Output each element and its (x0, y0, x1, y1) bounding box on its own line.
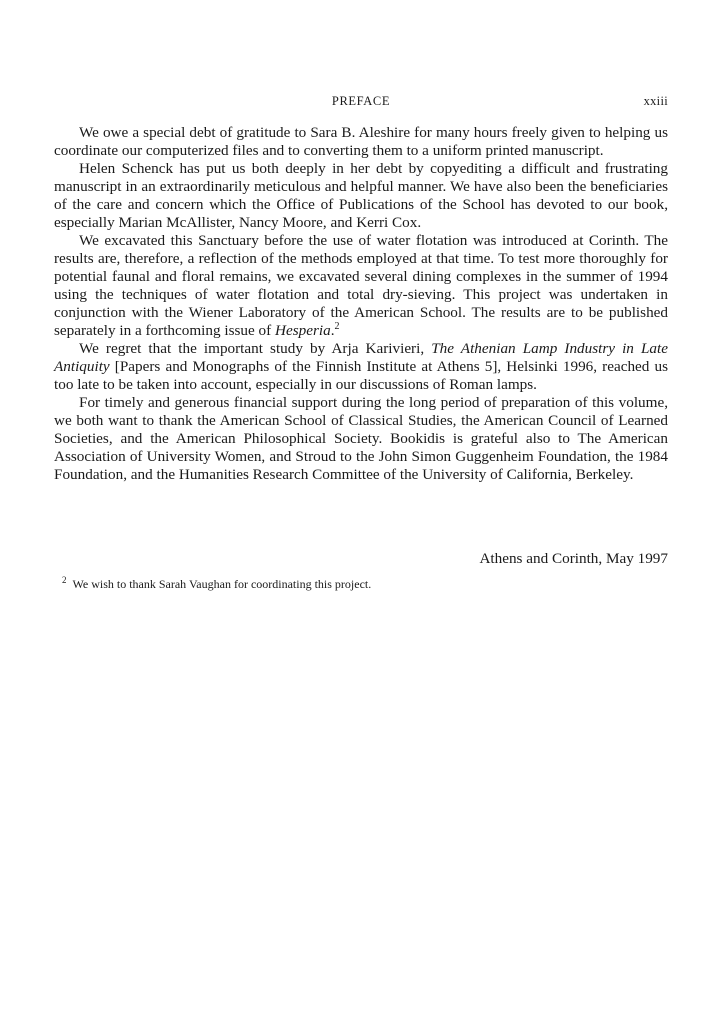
paragraph-5: For timely and generous financial support during the long period of preparation of this volume, we both want to thank the American School of Classical Studies, the American Council of Learned Societies, and the American Philosophical Society. Bookidis is grateful also to The American Association of University Women, and Stroud to the John Simon Guggenheim Foundation, the 1984 Foundation, and the Humanities Research Committee of the University of California, Berkeley. (54, 394, 668, 483)
footnote (62, 577, 668, 592)
book-title: The Athenian Lamp Industry in Late Antiquity (54, 340, 668, 375)
footnote-text: We wish to thank Sarah Vaughan for coordinating this project. (72, 577, 372, 591)
page-title: PREFACE (331, 94, 391, 108)
paragraph-4-text: We regret that the important study by Arja Karivieri, (79, 340, 432, 357)
paragraph-4-end: [Papers and Monographs of the Finnish Institute at Athens 5], Helsinki 1996, reached us too late to be taken into account, especially in our discussions of Roman lamps. (54, 358, 668, 393)
paragraph-4 (54, 340, 668, 394)
footnote-reference[interactable]: 2 (334, 320, 340, 332)
preface-body (54, 124, 668, 484)
paragraph-3-end: . (330, 322, 335, 339)
paragraph-1: We owe a special debt of gratitude to Sara B. Aleshire for many hours freely given to helping us coordinate our computerized files and to converting them to a uniform printed manuscript. (54, 124, 668, 159)
running-head (54, 94, 668, 112)
signoff: Athens and Corinth, May 1997 (479, 550, 668, 567)
footnote-marker: 2 (62, 575, 67, 585)
journal-title: Hesperia (275, 322, 331, 339)
paragraph-3-text: We excavated this Sanctuary before the use of water flotation was introduced at Corinth. The results are, therefore, a reflection of the methods employed at that time. To test more thoroughly for potential faunal and floral remains, we excavated several dining complexes in the summer of 1994 using the techniques of water flotation and total dry-sieving. This project was undertaken in conjunction with the Wiener Laboratory of the American School. The results are to be published separately in a forthcoming issue of (54, 232, 668, 339)
paragraph-2: Helen Schenck has put us both deeply in her debt by copyediting a difficult and frustrating manuscript in an extraordinarily meticulous and helpful manner. We have also been the beneficiaries of the care and concern which the Office of Publications of the School has devoted to our book, especially Marian McAllister, Nancy Moore, and Kerri Cox. (54, 160, 668, 231)
page-number: xxiii (643, 94, 668, 108)
paragraph-3 (54, 232, 668, 340)
